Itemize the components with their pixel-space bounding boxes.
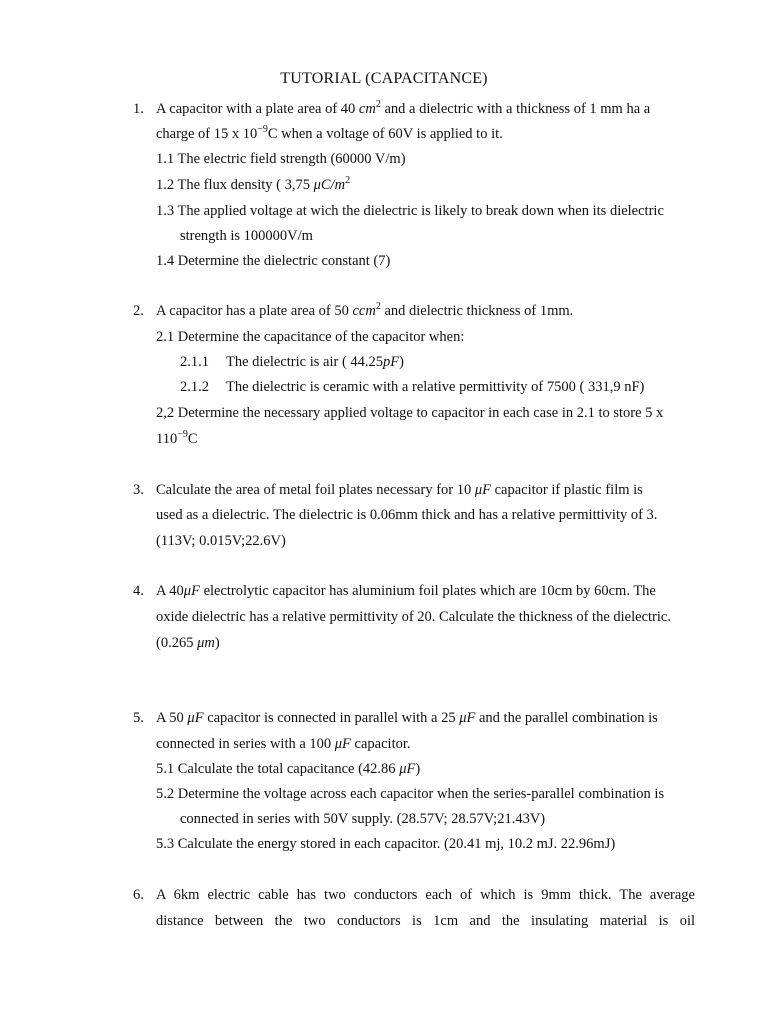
q4-line-1: A 40μF electrolytic capacitor has aluminium foil plates which are 10cm by 60cm. The	[156, 583, 656, 599]
q4-line-2: oxide dielectric has a relative permittivity of 20. Calculate the thickness of the dielectric.	[156, 609, 671, 625]
q5-sub-2-cont: connected in series with 50V supply. (28.57V; 28.57V;21.43V)	[180, 811, 546, 827]
q2-line-1: A capacitor has a plate area of 50 ccm$^2$ and dielectric thickness of 1mm.	[156, 301, 574, 319]
q2-sub-1-1-number: 2.1.1	[180, 354, 209, 370]
q2-sub-2-cont: $110^{-9}C$	[156, 429, 198, 447]
q5-sub-2: 5.2 Determine the voltage across each capacitor when the series-parallel combination is	[156, 786, 665, 802]
q6-line-1: A 6km electric cable has two conductors each of which is 9mm thick. The average	[156, 887, 695, 903]
q2-sub-2: 2,2 Determine the necessary applied voltage to capacitor in each case in 2.1 to store 5 x	[156, 405, 664, 421]
q5-number: 5.	[133, 710, 144, 726]
q1-number: 1.	[133, 101, 144, 117]
q2-number: 2.	[133, 303, 144, 319]
page-title: TUTORIAL (CAPACITANCE)	[280, 70, 488, 87]
q4-number: 4.	[133, 583, 144, 599]
q5-sub-3: 5.3 Calculate the energy stored in each capacitor. (20.41 mj, 10.2 mJ. 22.96mJ)	[156, 836, 616, 852]
q1-line-2: charge of 15 x $10^{-9}C$ when a voltage of 60V is applied to it.	[156, 124, 503, 142]
q1-sub-2: 1.2 The flux density ( 3,75 $\mu C/m^2$	[156, 175, 351, 193]
q1-sub-3-cont: strength is 100000V/m	[180, 228, 313, 244]
q2-sub-1-2-number: 2.1.2	[180, 379, 209, 395]
q5-sub-1: 5.1 Calculate the total capacitance (42.86 μF)	[156, 761, 421, 777]
q6-line-2: distance between the two conductors is 1cm and the insulating material is oil	[156, 913, 695, 929]
q1-line-1: A capacitor with a plate area of 40 $cm^2$ and a dielectric with a thickness of 1 mm ha a	[156, 99, 651, 117]
q5-line-1: A 50 μF capacitor is connected in parallel with a 25 μF and the parallel combination is	[156, 710, 658, 726]
q1-sub-3: 1.3 The applied voltage at wich the dielectric is likely to break down when its dielectric	[156, 203, 664, 219]
q3-line-3: (113V; 0.015V;22.6V)	[156, 533, 286, 549]
q1-sub-1: 1.1 The electric field strength (60000 V/m)	[156, 151, 406, 167]
q1-sub-4: 1.4 Determine the dielectric constant (7)	[156, 253, 391, 269]
q2-sub-1-2: The dielectric is ceramic with a relative permittivity of 7500 ( 331,9 nF)	[226, 379, 645, 395]
q3-line-1: Calculate the area of metal foil plates necessary for 10 μF capacitor if plastic film is	[156, 482, 643, 498]
q2-sub-1-1: The dielectric is air ( 44.25pF)	[226, 354, 404, 370]
q5-line-2: connected in series with a 100 μF capacitor.	[156, 736, 411, 752]
q2-sub-1: 2.1 Determine the capacitance of the capacitor when:	[156, 329, 465, 345]
q3-line-2: used as a dielectric. The dielectric is 0.06mm thick and has a relative permittivity of 3.	[156, 507, 658, 523]
q3-number: 3.	[133, 482, 144, 498]
q4-line-3: (0.265 μm)	[156, 635, 220, 651]
q6-number: 6.	[133, 887, 144, 903]
